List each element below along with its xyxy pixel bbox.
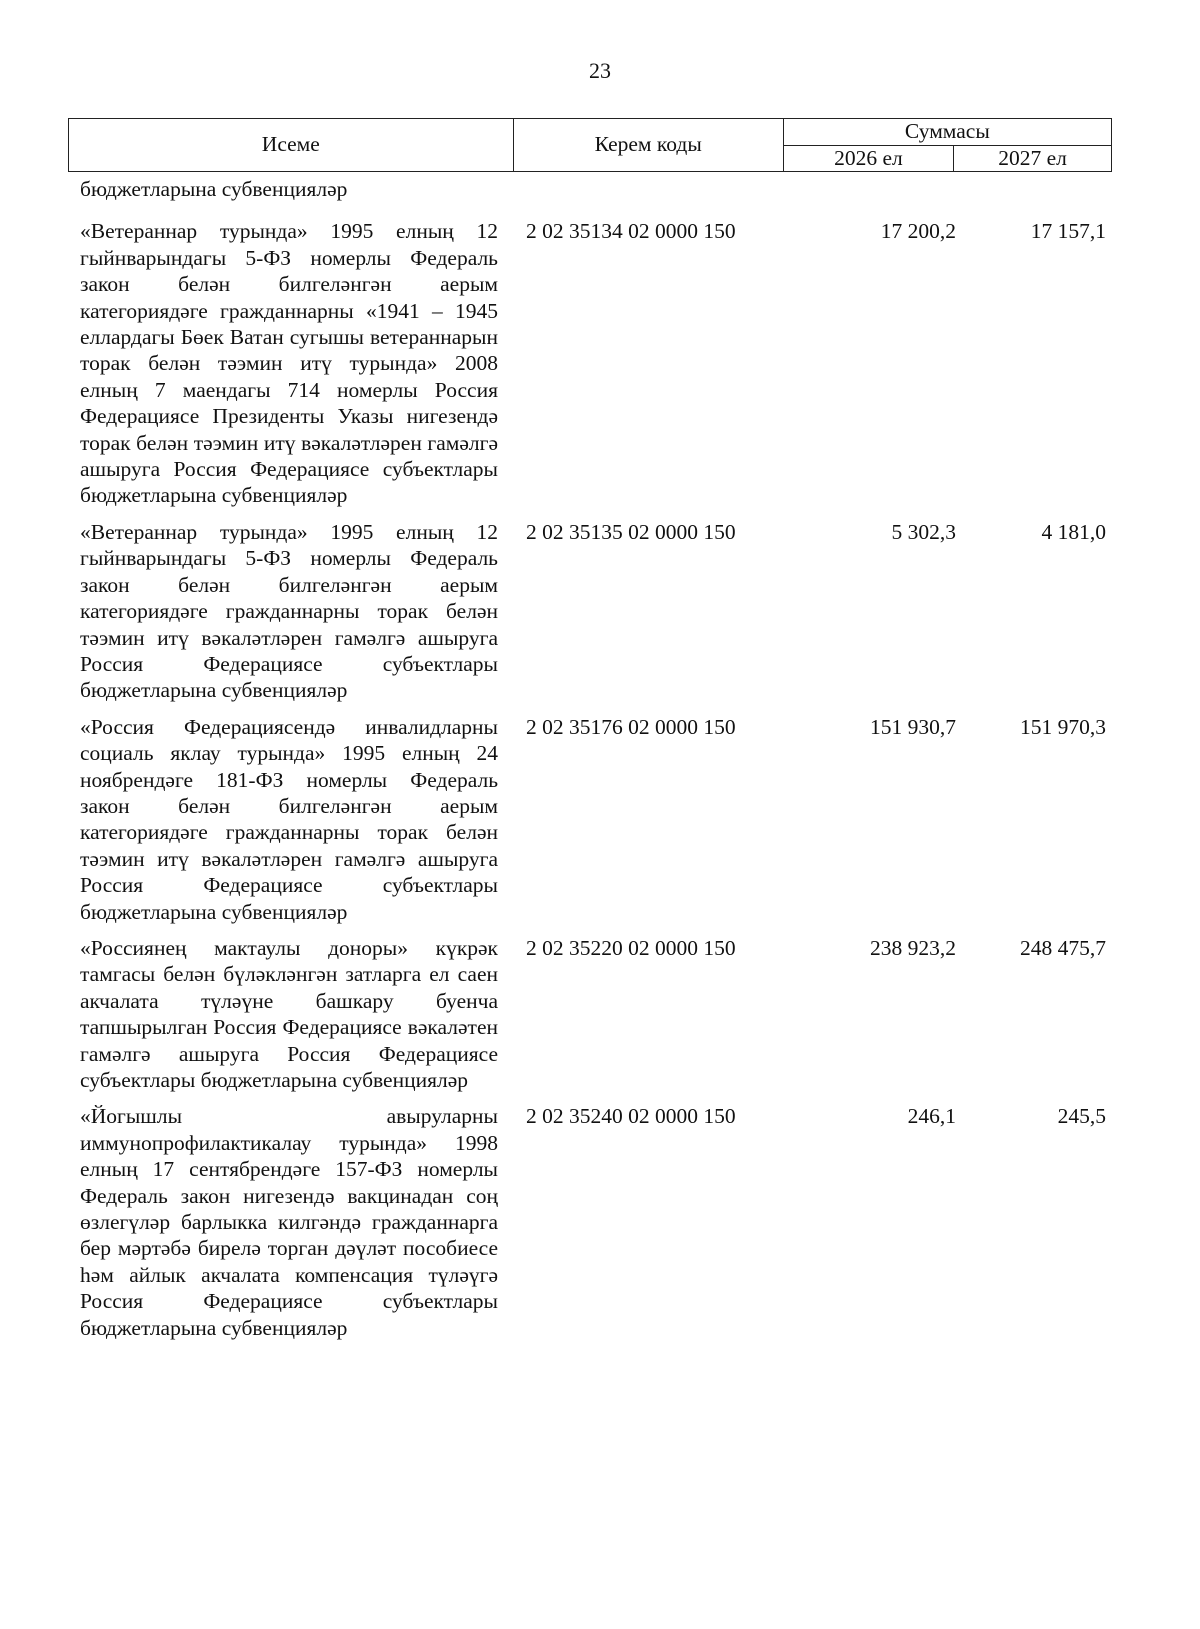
continuation-row [80, 176, 1110, 202]
row-code: 2 02 35135 02 0000 150 [526, 519, 736, 544]
row-name: «Йогышлы авыруларны иммунопрофилактикалау турында» 1998 елның 17 сентябрендәге 157-ФЗ номерлы Федераль закон нигезендә вакцинадан соң өзлегүләр барлыкка килгәндә гражданнарга бер мәртәбә бирелә торган дәүләт пособиесе һәм айлык акчалата компенсация түләүгә Россия Федерациясе субъектлары бюджетларына субвенцияләр [80, 1104, 498, 1340]
table-row [80, 714, 1110, 925]
table-row [80, 218, 1110, 508]
row-code: 2 02 35134 02 0000 150 [526, 219, 736, 244]
table-row [80, 935, 1110, 1093]
continuation-text: бюджетларына субвенцияләр [80, 177, 348, 201]
row-value-2026: 151 930,7 [870, 714, 956, 739]
header-year-2027: 2027 ел [954, 146, 1112, 172]
row-code: 2 02 35240 02 0000 150 [526, 1104, 736, 1129]
header-name-column: Исеме [69, 119, 514, 172]
row-code: 2 02 35220 02 0000 150 [526, 935, 736, 960]
row-name: «Россиянең мактаулы доноры» күкрәк тамгасы белән бүләкләнгән затларга ел саен акчалата түләүне башкару буенча тапшырылган Россия Федерациясе вәкаләтен гамәлгә ашыруга Россия Федерациясе субъектлары бюджетларына субвенцияләр [80, 935, 498, 1092]
table-row [80, 519, 1110, 704]
table-body [80, 176, 1110, 1351]
table-header [68, 118, 1112, 172]
header-sum-column: Суммасы [783, 119, 1111, 146]
page-number: 23 [589, 58, 611, 83]
header-code-column: Керем коды [513, 119, 783, 172]
row-name: «Россия Федерациясендә инвалидларны социаль яклау турында» 1995 елның 24 ноябрендәге 181-ФЗ номерлы Федераль закон белән билгеләнгән аерым категориядәге гражданнарны торак белән тәэмин итү вәкаләтләрен гамәлгә ашыруга Россия Федерациясе субъектлары бюджетларына субвенцияләр [80, 714, 498, 924]
row-value-2027: 4 181,0 [1041, 519, 1106, 544]
row-value-2027: 248 475,7 [1020, 935, 1106, 960]
row-name: «Ветераннар турында» 1995 елның 12 гыйнварындагы 5-ФЗ номерлы Федераль закон белән билгеләнгән аерым категориядәге гражданнарны торак белән тәэмин итү вәкаләтләрен гамәлгә ашыруга Россия Федерациясе субъектлары бюджетларына субвенцияләр [80, 519, 498, 703]
row-code: 2 02 35176 02 0000 150 [526, 714, 736, 739]
row-value-2026: 238 923,2 [870, 935, 956, 960]
row-value-2026: 5 302,3 [891, 519, 956, 544]
row-value-2027: 151 970,3 [1020, 714, 1106, 739]
row-value-2027: 245,5 [1057, 1104, 1106, 1129]
row-value-2027: 17 157,1 [1030, 219, 1106, 244]
header-year-2026: 2026 ел [783, 146, 953, 172]
row-value-2026: 246,1 [907, 1104, 956, 1129]
table-row [80, 1103, 1110, 1341]
row-value-2026: 17 200,2 [880, 219, 956, 244]
row-name: «Ветераннар турында» 1995 елның 12 гыйнварындагы 5-ФЗ номерлы Федераль закон белән билгеләнгән аерым категориядәге гражданнарны «1941 – 1945 еллардагы Бөек Ватан сугышы ветераннарын торак белән тәэмин итү турында» 2008 елның 7 маендагы 714 номерлы Россия Федерациясе Президенты Указы нигезендә торак белән тәэмин итү вәкаләтләрен гамәлгә ашыруга Россия Федерациясе субъектлары бюджетларына субвенцияләр [80, 219, 498, 508]
